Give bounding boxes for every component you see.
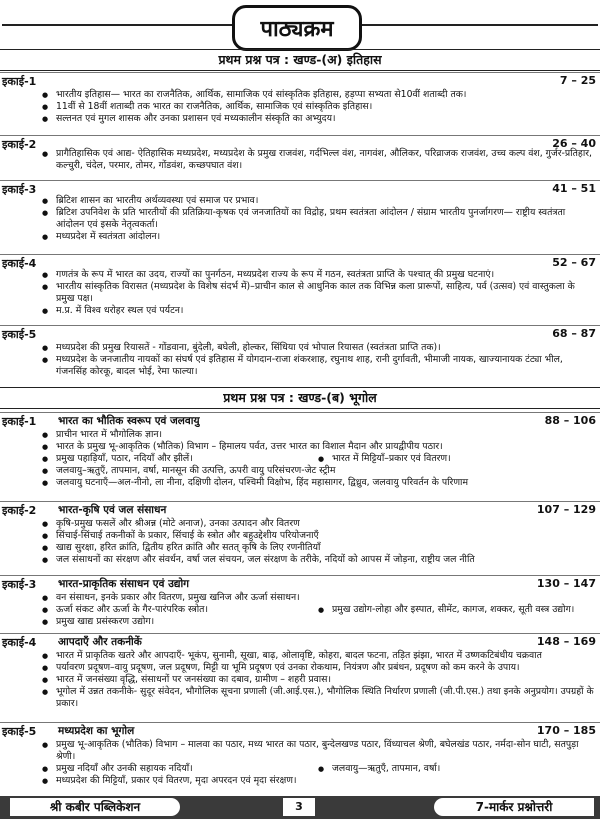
unit-label: इकाई-1 <box>2 75 37 88</box>
topic-list <box>42 650 594 710</box>
unit-block <box>0 633 600 709</box>
topic-item: ● म.प्र. में विश्व धरोहर स्थल एवं पर्यटन। <box>42 305 594 317</box>
topic-list <box>42 269 594 317</box>
unit-page-range: 107 – 129 <box>536 503 596 516</box>
topic-item <box>42 763 594 775</box>
topic-item: ● खाद्य सुरक्षा, हरित क्रांति, द्वितीय हरित क्रांति और सतत् कृषि के लिए रणनीतियाँ <box>42 542 594 554</box>
topic-item: ● ब्रिटिश शासन का भारतीय अर्थव्यवस्था एवं समाज पर प्रभाव। <box>42 195 594 207</box>
unit-page-range: 88 – 106 <box>544 414 596 427</box>
topic-text: ● प्रमुख पहाड़ियाँ, पठार, नदियाँ और झीलें। <box>56 453 193 464</box>
unit-page-range: 68 – 87 <box>552 327 596 340</box>
unit-block <box>0 501 600 565</box>
topic-item: ● जल संसाधनों का संरक्षण और संवर्धन, वर्षा जल संचयन, जल संरक्षण के तरीके, नदियों को आपस में जोड़ना, राष्ट्रीय जल नीति <box>42 554 594 566</box>
topic-item: ● प्रमुख भू-आकृतिक (भौतिक) विभाग – मालवा का पठार, मध्य भारत का पठार, बुन्देलखण्ड पठार, विंध्याचल श्रेणी, बघेलखंड पठार, नर्मदा-सोन घाटी, सतपुड़ा श्रेणी। <box>42 739 594 763</box>
topic-item: ● गणतंत्र के रूप में भारत का उदय, राज्यों का पुनर्गठन, मध्यप्रदेश राज्य के रूप में गठन, स्वतंत्रता प्राप्ति के पश्चात् की प्रमुख घटनाएं। <box>42 269 594 281</box>
topic-item: ● जलवायु घटनाएँ—अल-नीनो, ला नीना, दक्षिणी दोलन, पश्चिमी विक्षोभ, हिंद महासागर, द्विध्रुव, जलवायु परिवर्तन के परिणाम <box>42 477 594 489</box>
unit-block <box>0 135 600 171</box>
footer-series: 7-मार्कर प्रश्नोत्तरी <box>434 798 594 816</box>
unit-label: इकाई-2 <box>2 138 37 151</box>
unit-block <box>0 412 600 488</box>
unit-heading: भारत-कृषि एवं जल संसाधन <box>58 504 167 516</box>
topic-item: ● सिंचाई-सिंचाई तकनीकों के प्रकार, सिंचाई के स्त्रोत और बहुउद्देशीय परियोजनाएँ <box>42 530 594 542</box>
paper-heading-geography: प्रथम प्रश्न पत्र : खण्ड-(ब) भूगोल <box>0 387 600 409</box>
topic-item: ● ब्रिटिश उपनिवेश के प्रति भारतीयों की प्रतिक्रिया-कृषक एवं जनजातियों का विद्रोह, प्रथम स्वतंत्रता आंदोलन / संग्राम भारतीय पुनर्जागरण— राष्ट्रीय स्वतंत्रता आंदोलन एवं इसके नेतृत्वकर्ता। <box>42 207 594 231</box>
topic-item <box>42 604 594 616</box>
unit-page-range: 41 – 51 <box>552 182 596 195</box>
topic-item: ● प्रागैतिहासिक एवं आद्य- ऐतिहासिक मध्यप्रदेश, मध्यप्रदेश के प्रमुख राजवंश, गर्दभिल्ल वंश, नागवंश, औलिकर, परिव्राजक राजवंश, उच्च कल्प वंश, गुर्जर-प्रतिहार, कल्चुरी, चंदेल, परमार, तोमर, गोंडवंश, कच्छपघात वंश। <box>42 148 594 172</box>
topic-item: ● भूगोल में उन्नत तकनीके- सुदूर संवेदन, भौगोलिक सूचना प्रणाली (जी.आई.एस.), भौगोलिक स्थिति निर्धारण प्रणाली (जी.पी.एस.) तथा इनके अनुप्रयोग। उपग्रहों के प्रकार। <box>42 686 594 710</box>
footer-publisher: श्री कबीर पब्लिकेशन <box>10 798 180 816</box>
topic-item: ● प्रमुख खाद्य प्रसंस्करण उद्योग। <box>42 616 594 628</box>
topic-list <box>42 148 594 172</box>
unit-label: इकाई-4 <box>2 257 37 270</box>
topic-item: ● वन संसाधन, इनके प्रकार और वितरण, प्रमुख खनिज और ऊर्जा संसाधन। <box>42 592 594 604</box>
unit-block <box>0 254 600 316</box>
footer-bar <box>0 796 600 819</box>
topic-item: ● मध्यप्रदेश में स्वतंत्रता आंदोलन। <box>42 231 594 243</box>
unit-label: इकाई-3 <box>2 183 37 196</box>
unit-label: इकाई-5 <box>2 328 37 341</box>
unit-page-range: 26 – 40 <box>552 137 596 150</box>
unit-heading: आपदाएँ और तकनीकें <box>58 636 142 648</box>
topic-item: ● 11वीं से 18वीं शताब्दी तक भारत का राजनैतिक, आर्थिक, सामाजिक एवं सांस्कृतिक इतिहास। <box>42 101 594 113</box>
topic-item: ● मध्यप्रदेश की मिट्टियाँ, प्रकार एवं वितरण, मृदा अपरदन एवं मृदा संरक्षण। <box>42 775 594 787</box>
unit-label: इकाई-5 <box>2 725 37 738</box>
page-title: पाठ्यक्रम <box>232 5 362 51</box>
unit-block <box>0 722 600 786</box>
unit-block <box>0 325 600 377</box>
topic-item: ● भारत के प्रमुख भू-आकृतिक (भौतिक) विभाग – हिमालय पर्वत, उत्तर भारत का विशाल मैदान और प्रायद्वीपीय पठार। <box>42 441 594 453</box>
unit-heading: भारत का भौतिक स्वरूप एवं जलवायु <box>58 415 200 427</box>
topic-list <box>42 592 594 628</box>
topic-text: ● भारत में मिट्टियाँ–प्रकार एवं वितरण। <box>318 453 594 465</box>
topic-item: ● भारत में जनसंख्या वृद्धि, संसाधनों पर जनसंख्या का दबाव, ग्रामीण – शहरी प्रवास। <box>42 674 594 686</box>
unit-page-range: 52 – 67 <box>552 256 596 269</box>
topic-list <box>42 89 594 125</box>
topic-item: ● भारत में प्राकृतिक खतरे और आपदाएँ- भूकंप, सुनामी, सूखा, बाढ़, ओलावृष्टि, कोहरा, बादल फटना, तड़ित झंझा, भारत में उष्णकटिबंधीय चक्रवात <box>42 650 594 662</box>
unit-page-range: 148 – 169 <box>536 635 596 648</box>
paper-heading-history: प्रथम प्रश्न पत्र : खण्ड-(अ) इतिहास <box>0 49 600 71</box>
unit-label: इकाई-4 <box>2 636 37 649</box>
unit-block <box>0 180 600 242</box>
topic-list <box>42 342 594 378</box>
unit-block <box>0 72 600 124</box>
unit-label: इकाई-1 <box>2 415 37 428</box>
topic-text: ● प्रमुख नदियाँ और उनकी सहायक नदियाँ। <box>56 763 193 774</box>
footer-page-number: 3 <box>283 798 315 816</box>
unit-page-range: 130 – 147 <box>536 577 596 590</box>
topic-item <box>42 453 594 465</box>
topic-item: ● भारतीय सांस्कृतिक विरासत (मध्यप्रदेश के विशेष संदर्भ में)–प्राचीन काल से आधुनिक काल तक विभिन्न कला प्रारूपों, साहित्य, पर्व (उत्सव) एवं वास्तुकला के प्रमुख पक्ष। <box>42 281 594 305</box>
topic-item: ● मध्यप्रदेश के जनजातीय नायकों का संघर्ष एवं इतिहास में योगदान-राजा शंकरशाह, रघुनाथ शाह, रानी दुर्गावती, भीमाजी नायक, खाज्यानायक टंट्या भील, गंजनसिंह कोरकू, बादल भोई, रेमा फाल्या। <box>42 354 594 378</box>
topic-list <box>42 195 594 243</box>
topic-item: ● कृषि-प्रमुख फसलें और श्रीअन्न (मोटे अनाज), उनका उत्पादन और वितरण <box>42 518 594 530</box>
unit-page-range: 7 – 25 <box>559 74 596 87</box>
unit-heading: मध्यप्रदेश का भूगोल <box>58 725 135 737</box>
topic-list <box>42 518 594 566</box>
topic-list <box>42 429 594 489</box>
topic-item: ● भारतीय इतिहास— भारत का राजनैतिक, आर्थिक, सामाजिक एवं सांस्कृतिक इतिहास, हड़प्पा सभ्यता से10वीं शताब्दी तक। <box>42 89 594 101</box>
topic-text: ● जलवायु—ऋतुएँ, तापमान, वर्षा। <box>318 763 594 775</box>
topic-item: ● प्राचीन भारत में भौगोलिक ज्ञान। <box>42 429 594 441</box>
unit-heading: भारत-प्राकृतिक संसाधन एवं उद्योग <box>58 578 190 590</box>
topic-item: ● पर्यावरण प्रदूषण–वायु प्रदूषण, जल प्रदूषण, मिट्टी या भूमि प्रदूषण एवं उनका रोकथाम, नियंत्रण और प्रबंधन, प्रदूषण को कम करने के उपाय। <box>42 662 594 674</box>
topic-text: ● प्रमुख उद्योग-लोहा और इस्पात, सीमेंट, कागज, शक्कर, सूती वस्त्र उद्योग। <box>318 604 594 616</box>
topic-item: ● जलवायु–ऋतुएँ, तापमान, वर्षा, मानसून की उत्पत्ति, ऊपरी वायु परिसंचरण-जेट स्ट्रीम <box>42 465 594 477</box>
topic-item: ● मध्यप्रदेश की प्रमुख रियासतें - गोंडवाना, बुंदेली, बघेली, होल्कर, सिंधिया एवं भोपाल रियासत (स्वतंत्रता प्राप्ति तक)। <box>42 342 594 354</box>
unit-label: इकाई-3 <box>2 578 37 591</box>
topic-item: ● सल्तनत एवं मुगल शासक और उनका प्रशासन एवं मध्यकालीन संस्कृति का अभ्युदय। <box>42 113 594 125</box>
unit-page-range: 170 – 185 <box>536 724 596 737</box>
unit-label: इकाई-2 <box>2 504 37 517</box>
topic-list <box>42 739 594 787</box>
unit-block <box>0 575 600 627</box>
topic-text: ● ऊर्जा संकट और ऊर्जा के गैर-पारंपरिक स्त्रोत। <box>56 604 208 615</box>
